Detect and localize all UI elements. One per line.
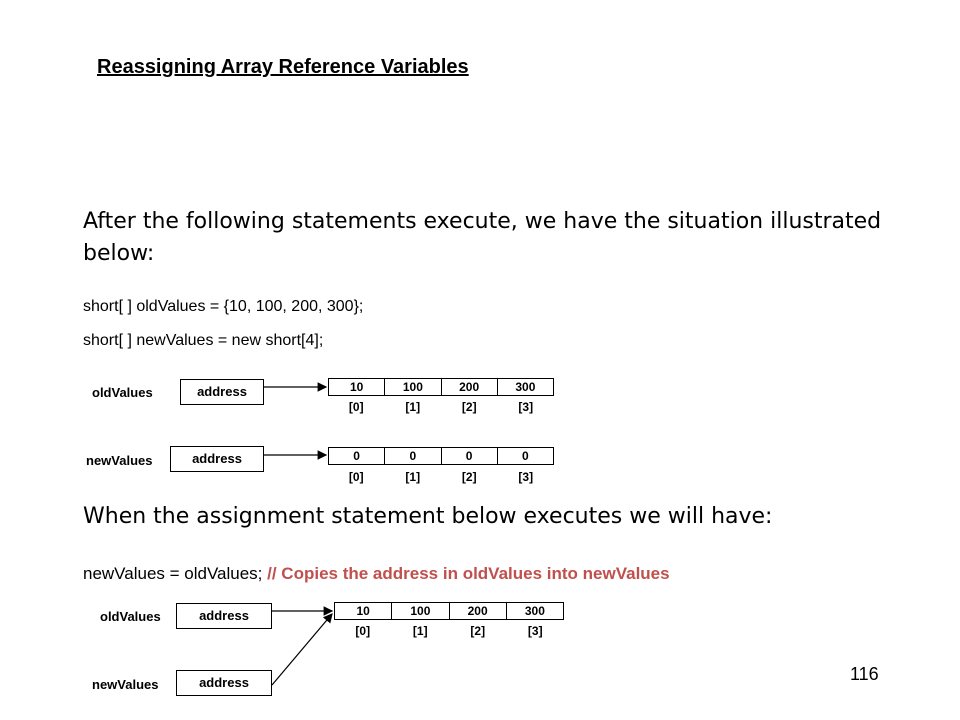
- array-cell: 0: [442, 448, 498, 464]
- diagram1-new-address-box: address: [170, 446, 264, 472]
- array-index: [3]: [518, 470, 534, 484]
- diagram2-new-address-box: address: [176, 670, 272, 696]
- array-index: [0]: [348, 470, 364, 484]
- array-cell: 0: [385, 448, 441, 464]
- array-index: [2]: [461, 470, 477, 484]
- diagram2-old-address-box: address: [176, 603, 272, 629]
- array-index: [2]: [470, 624, 486, 638]
- array-cell: 10: [329, 379, 385, 395]
- array-index: [1]: [405, 400, 421, 414]
- intro-text: After the following statements execute, we have the situation illustrated below:: [83, 209, 882, 266]
- code-line-new-values: short[ ] newValues = new short[4];: [83, 332, 324, 349]
- diagram1-old-address-box: address: [180, 379, 264, 405]
- assignment-code: newValues = oldValues;: [83, 564, 268, 583]
- array-cell: 200: [442, 379, 498, 395]
- diagram2-new-arrow: [272, 614, 332, 685]
- array-index: [0]: [355, 624, 371, 638]
- diagram1-new-label: newValues: [86, 453, 153, 468]
- array-index: [1]: [412, 624, 428, 638]
- array-cell: 10: [335, 603, 392, 619]
- page-number: 116: [850, 664, 879, 684]
- array-cell: 0: [522, 449, 529, 463]
- array-index: [0]: [348, 400, 364, 414]
- array-index: [3]: [527, 624, 543, 638]
- code-line-old-values: short[ ] oldValues = {10, 100, 200, 300};: [83, 298, 364, 315]
- assignment-comment: // Copies the address in oldValues into newValues: [267, 564, 670, 583]
- diagram2-old-label: oldValues: [100, 609, 161, 624]
- array-cell: 300: [524, 604, 545, 618]
- array-cell: 300: [515, 380, 536, 394]
- array-index: [2]: [461, 400, 477, 414]
- array-cell: 200: [450, 603, 507, 619]
- array-cell: 0: [329, 448, 385, 464]
- diagram1-old-label: oldValues: [92, 385, 153, 400]
- diagram2-new-label: newValues: [92, 677, 159, 692]
- array-index: [3]: [518, 400, 534, 414]
- array-index: [1]: [405, 470, 421, 484]
- array-cell: 100: [385, 379, 441, 395]
- slide-title: Reassigning Array Reference Variables: [97, 56, 469, 78]
- section2-text: When the assignment statement below executes we will have:: [83, 504, 773, 529]
- array-cell: 100: [392, 603, 449, 619]
